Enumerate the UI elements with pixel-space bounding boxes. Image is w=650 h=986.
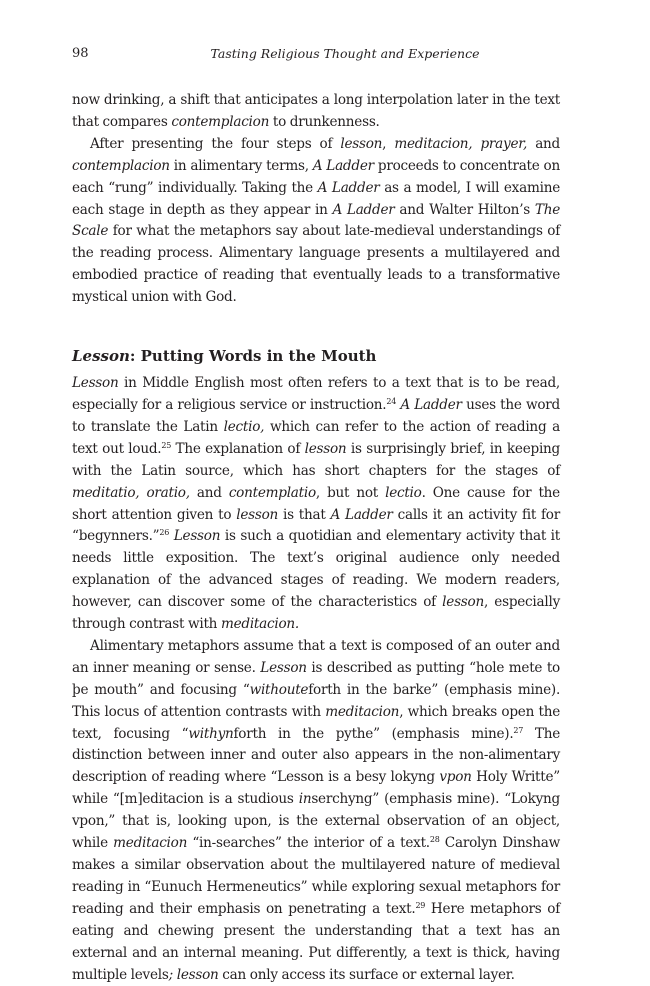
footnote-ref: 26 bbox=[159, 528, 170, 538]
paragraph-3: Lesson in Middle English most often refers to a text that is to be read, especially for a religious service or instruction.$^{24}$ A Ladder uses the word to translate the Latin lectio, which can refer to the action of reading a text out loud.$^{25}$ The explanation of lesson is surprisingly brief, in keeping with the Latin source, which has short chapters for the stages of meditatio, oratio, and contemplatio, but not lectio. One cause for the short attention given to lesson is that A Ladder calls it an activity fit for “begynners.”$^{26}$ Lesson is such a quotidian and elementary activity that it needs little exposition. The text’s original audience only needed explanation of the advanced stages of reading. We modern readers, however, can discover some of the characteristics of lesson, especially through contrast with meditacion. bbox=[72, 375, 560, 633]
paragraph-2: After presenting the four steps of lesson, meditacion, prayer, and contemplacion in alimentary terms, A Ladder proceeds to concentrate on each “rung” individually. Taking the A Ladder as a model, I will examine each stage in depth as they appear in A Ladder and Walter Hilton’s The Scale for what the metaphors say about late-medieval understandings of the reading process. Alimentary language presents a multilayered and embodied practice of reading that eventually leads to a transformative mystical union with God. bbox=[72, 135, 561, 306]
footnote-ref: 29 bbox=[415, 900, 426, 910]
footnote-ref: 27 bbox=[513, 725, 524, 735]
body-text bbox=[72, 90, 560, 986]
footnote-ref: 25 bbox=[161, 440, 172, 450]
paragraph-4: Alimentary metaphors assume that a text is composed of an outer and an inner meaning or sense. Lesson is described as putting “hole mete to þe mouth” and focusing “withouteforth in the barke” (emphasis mine). This locus of attention contrasts with meditacion, which breaks open the text, focusing “withynforth in the pythe” (emphasis mine).$^{27}$ The distinction between inner and outer also appears in the non-alimentary description of reading where “Lesson is a besy lokyng vpon Holy Writte” while “[m]editacion is a studious inserchyng” (emphasis mine). “Lokyng vpon,” that is, looking upon, is the external observation of an object, while meditacion “in-searches” the interior of a text.$^{28}$ Carolyn Dinshaw makes a similar observation about the multilayered nature of medieval reading in “Eunuch Hermeneutics” while exploring sexual metaphors for reading and their emphasis on penetrating a text.$^{29}$ Here metaphors of eating and chewing present the understanding that a text has an external and an internal meaning. Put differently, a text is thick, having multiple levels; lesson can only access its surface or external layer. bbox=[72, 637, 561, 983]
footnote-ref: 24 bbox=[386, 396, 397, 406]
running-head: Tasting Religious Thought and Experience bbox=[210, 46, 480, 61]
section-heading: Lesson: Putting Words in the Mouth bbox=[72, 347, 377, 366]
footnote-ref: 28 bbox=[429, 835, 440, 845]
paragraph-1: now drinking, a shift that anticipates a long interpolation later in the text that compares contemplacion to drunkenness. bbox=[72, 92, 560, 130]
page-number: 98 bbox=[72, 46, 89, 61]
